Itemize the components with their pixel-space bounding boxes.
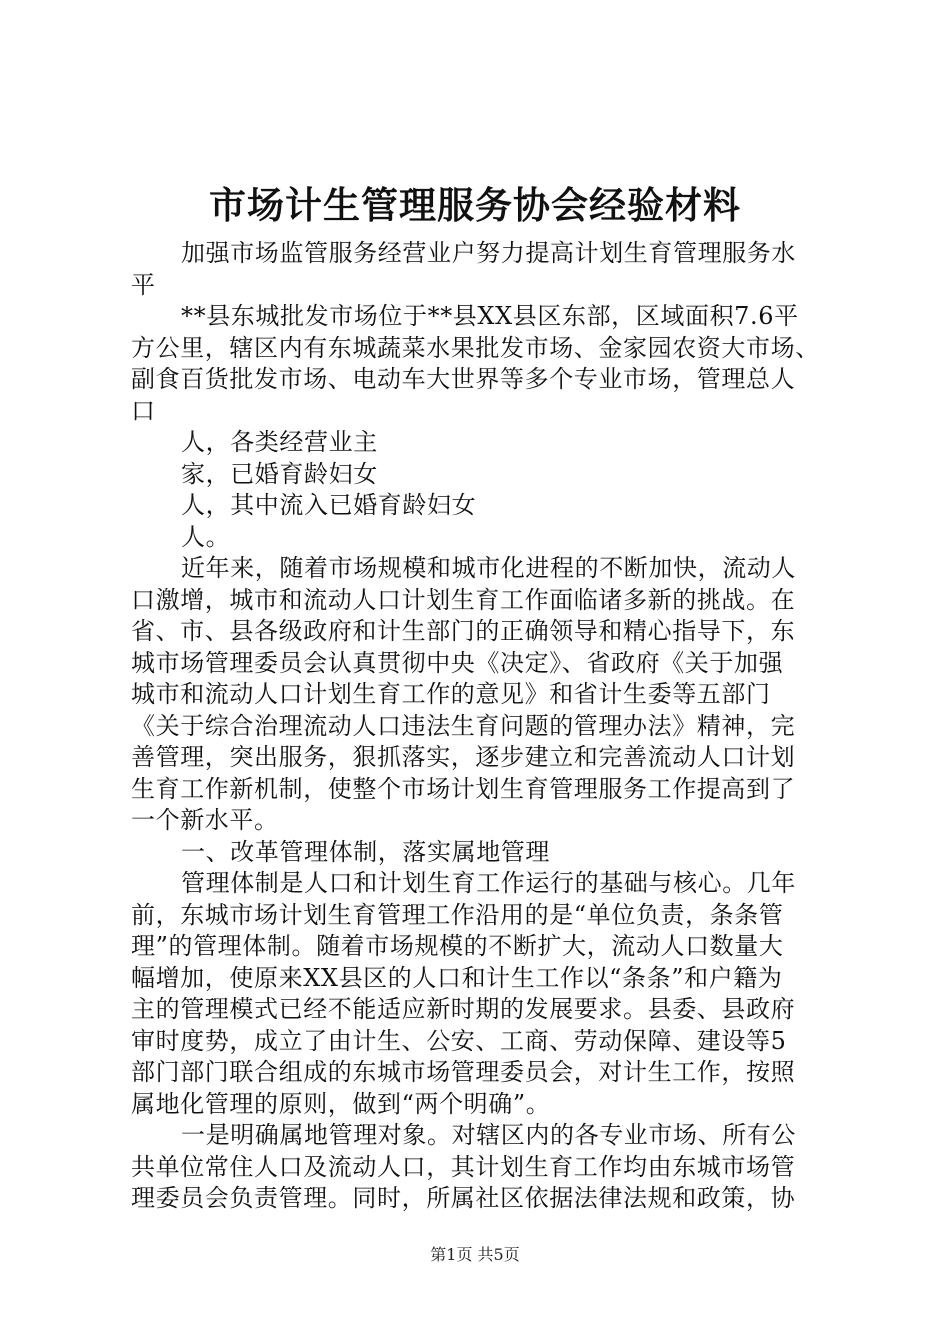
paragraph-line: 口激增，城市和流动人口计划生育工作面临诸多新的挑战。在	[131, 585, 796, 614]
paragraph-line: 理”的管理体制。随着市场规模的不断扩大，流动人口数量大	[131, 932, 784, 960]
paragraph-line: 部门部门联合组成的东城市场管理委员会，对计生工作，按照	[131, 1058, 796, 1086]
paragraph-line: 幅增加，使原来XX县区的人口和计生工作以“条条”和户籍为	[131, 963, 783, 992]
paragraph-line: 共单位常住人口及流动人口，其计划生育工作均由东城市场管	[131, 1152, 796, 1181]
paragraph-line: 家，已婚育龄妇女	[181, 459, 378, 488]
paragraph-line: 理委员会负责管理。同时，所属社区依据法律法规和政策，协	[131, 1184, 796, 1212]
paragraph-line: 审时度势，成立了由计生、公安、工商、劳动保障、建设等5	[131, 1026, 787, 1055]
paragraph-line: 前，东城市场计划生育管理工作沿用的是“单位负责，条条管	[131, 900, 784, 929]
paragraph-line: 属地化管理的原则，做到“两个明确”。	[131, 1089, 551, 1118]
paragraph-line: 副食百货批发市场、电动车大世界等多个专业市场，管理总人	[131, 365, 796, 393]
paragraph-line: 方公里，辖区内有东城蔬菜水果批发市场、金家园农资大市场、	[131, 333, 820, 362]
paragraph-line: 一是明确属地管理对象。对辖区内的各专业市场、所有公	[181, 1121, 796, 1149]
paragraph-line: 省、市、县各级政府和计生部门的正确领导和精心指导下，东	[131, 617, 796, 645]
paragraph-line: 生育工作新机制，使整个市场计划生育管理服务工作提高到了	[131, 774, 796, 803]
paragraph-line: 近年来，随着市场规模和城市化进程的不断加快，流动人	[181, 554, 796, 582]
document-body	[131, 238, 831, 1215]
paragraph-line: 《关于综合治理流动人口违法生育问题的管理办法》精神，完	[131, 711, 796, 740]
document-title: 市场计生管理服务协会经验材料	[209, 183, 741, 227]
paragraph-line: 人。	[181, 522, 231, 551]
paragraph-line: 城市场管理委员会认真贯彻中央《决定》、省政府《关于加强	[131, 648, 784, 677]
paragraph-line: 加强市场监管服务经营业户努力提高计划生育管理服务水	[181, 239, 796, 267]
paragraph-line: 管理体制是人口和计划生育工作运行的基础与核心。几年	[181, 869, 796, 897]
paragraph-line: **县东城批发市场位于**县XX县区东部，区域面积7.6平	[181, 302, 799, 330]
paragraph-line: 主的管理模式已经不能适应新时期的发展要求。县委、县政府	[131, 995, 796, 1023]
paragraph-line: 人，各类经营业主	[181, 428, 378, 456]
page-footer: 第1页 共5页	[430, 1245, 520, 1264]
paragraph-line: 口	[131, 396, 156, 425]
paragraph-line: 人，其中流入已婚育龄妇女	[181, 491, 477, 519]
paragraph-line: 平	[131, 270, 156, 299]
paragraph-line: 一个新水平。	[131, 806, 279, 834]
paragraph-line: 城市和流动人口计划生育工作的意见》和省计生委等五部门	[131, 680, 771, 708]
paragraph-line: 善管理，突出服务，狠抓落实，逐步建立和完善流动人口计划	[131, 743, 796, 771]
section-heading: 一、改革管理体制，落实属地管理	[181, 837, 550, 866]
